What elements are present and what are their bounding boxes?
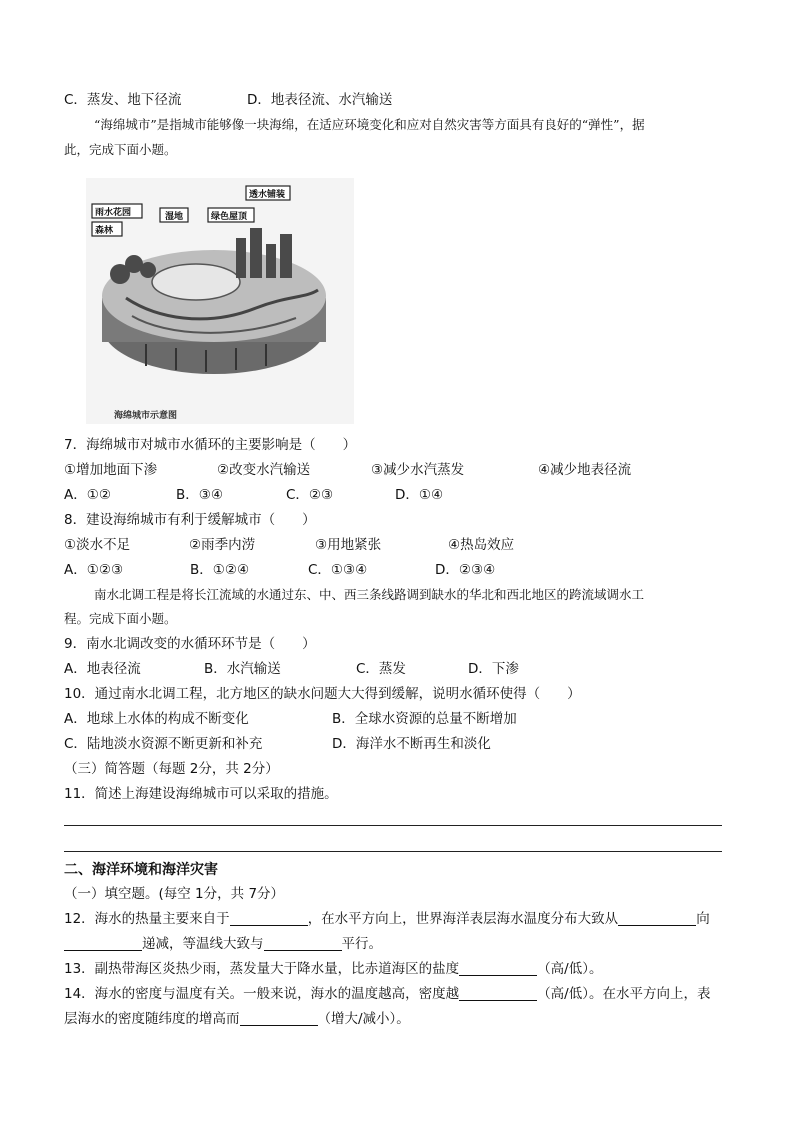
intro1-line1: “海绵城市”是指城市能够像一块海绵，在适应环境变化和应对自然灾害等方面具有良好的“弹性”，据 [94, 117, 645, 132]
q10-option-b[interactable]: B．全球水资源的总量不断增加 [332, 711, 517, 727]
intro2-line2: 程。完成下面小题。 [64, 611, 177, 626]
q7-option-d[interactable]: D．①④ [395, 487, 444, 503]
q14-text: 层海水的密度随纬度的增高而 [64, 1011, 240, 1027]
q12-text: ，在水平方向上，世界海洋表层海水温度分布大致从 [307, 911, 619, 927]
q8-option-b[interactable]: B．①②④ [190, 562, 250, 578]
figure-caption: 海绵城市示意图 [114, 411, 178, 421]
q7-item: ④减少地表径流 [538, 462, 632, 478]
q12-line1 [64, 910, 710, 928]
figure-label-wetland: 湿地 [165, 212, 184, 222]
q12-text: 递减，等温线大致与 [142, 936, 264, 952]
q10-option-a[interactable]: A．地球上水体的构成不断变化 [64, 711, 249, 727]
q7-option-b[interactable]: B．③④ [176, 487, 223, 503]
q7-item: ①增加地面下渗 [64, 462, 158, 478]
q9-stem: 9．南水北调改变的水循环环节是（ ） [64, 636, 316, 652]
q10-option-c[interactable]: C．陆地淡水资源不断更新和补充 [64, 736, 263, 752]
q12-text: 平行。 [341, 936, 382, 952]
q10-option-d[interactable]: D．海洋水不断再生和淡化 [332, 736, 491, 752]
q12-blank-2[interactable] [618, 911, 696, 926]
q9-option-d[interactable]: D．下渗 [468, 661, 519, 677]
q8-item: ①淡水不足 [64, 537, 131, 553]
q8-option-c[interactable]: C．①③④ [308, 562, 368, 578]
section3-heading: （三）简答题（每题 2分，共 2分） [64, 761, 279, 777]
q8-stem: 8．建设海绵城市有利于缓解城市（ ） [64, 512, 316, 528]
figure-label-green-roof: 绿色屋顶 [211, 212, 248, 222]
q7-item: ③减少水汽蒸发 [371, 462, 465, 478]
q14-blank-1[interactable] [459, 986, 537, 1001]
q13-text: 13．副热带海区炎热少雨，蒸发量大于降水量，比赤道海区的盐度 [64, 961, 460, 977]
part2-subheading: （一）填空题。(每空 1分，共 7分） [64, 886, 285, 902]
q12-text: 向 [696, 911, 710, 927]
figure-label-rain-garden: 雨水花园 [95, 208, 132, 218]
q11-answer-line-1[interactable] [64, 825, 722, 826]
sponge-city-figure [86, 178, 354, 424]
figure-label-forest: 森林 [95, 226, 114, 236]
q12-blank-3[interactable] [64, 936, 142, 951]
q11-stem: 11．简述上海建设海绵城市可以采取的措施。 [64, 786, 338, 802]
intro2-line1: 南水北调工程是将长江流域的水通过东、中、西三条线路调到缺水的华北和西北地区的跨流域调水工 [94, 587, 645, 602]
q12-line2 [64, 935, 382, 953]
q14-line2 [64, 1010, 410, 1028]
q12-text: 12．海水的热量主要来自于 [64, 911, 230, 927]
q7-option-c[interactable]: C．②③ [286, 487, 334, 503]
q7-stem: 7．海绵城市对城市水循环的主要影响是（ ） [64, 437, 357, 453]
q13-blank[interactable] [459, 961, 537, 976]
q10-stem: 10．通过南水北调工程，北方地区的缺水问题大大得到缓解，说明水循环使得（ ） [64, 686, 581, 702]
q8-item: ③用地紧张 [315, 537, 382, 553]
q13-text: （高/低）。 [537, 961, 603, 977]
q14-text: 14．海水的密度与温度有关。一般来说，海水的温度越高，密度越 [64, 986, 460, 1002]
intro1-line2: 此，完成下面小题。 [64, 142, 177, 157]
q8-option-a[interactable]: A．①②③ [64, 562, 124, 578]
q9-option-c[interactable]: C．蒸发 [356, 661, 406, 677]
q8-item: ②雨季内涝 [189, 537, 256, 553]
q14-line1 [64, 985, 711, 1003]
figure-label-permeable-paving: 透水铺装 [249, 190, 286, 200]
q9-option-b[interactable]: B．水汽输送 [204, 661, 281, 677]
q6-option-c: C．蒸发、地下径流 [64, 92, 182, 108]
q14-text: （高/低）。在水平方向上，表 [537, 986, 711, 1002]
q14-blank-2[interactable] [240, 1011, 318, 1026]
q12-blank-1[interactable] [230, 911, 308, 926]
part2-title: 二、海洋环境和海洋灾害 [64, 862, 218, 878]
q11-answer-line-2[interactable] [64, 851, 722, 852]
q6-option-d: D．地表径流、水汽输送 [247, 92, 393, 108]
q7-item: ②改变水汽输送 [217, 462, 311, 478]
q14-text: （增大/减小）。 [317, 1011, 410, 1027]
q13-line [64, 960, 603, 978]
q12-blank-4[interactable] [264, 936, 342, 951]
q8-item: ④热岛效应 [448, 537, 515, 553]
q7-option-a[interactable]: A．①② [64, 487, 111, 503]
q9-option-a[interactable]: A．地表径流 [64, 661, 141, 677]
q8-option-d[interactable]: D．②③④ [435, 562, 496, 578]
